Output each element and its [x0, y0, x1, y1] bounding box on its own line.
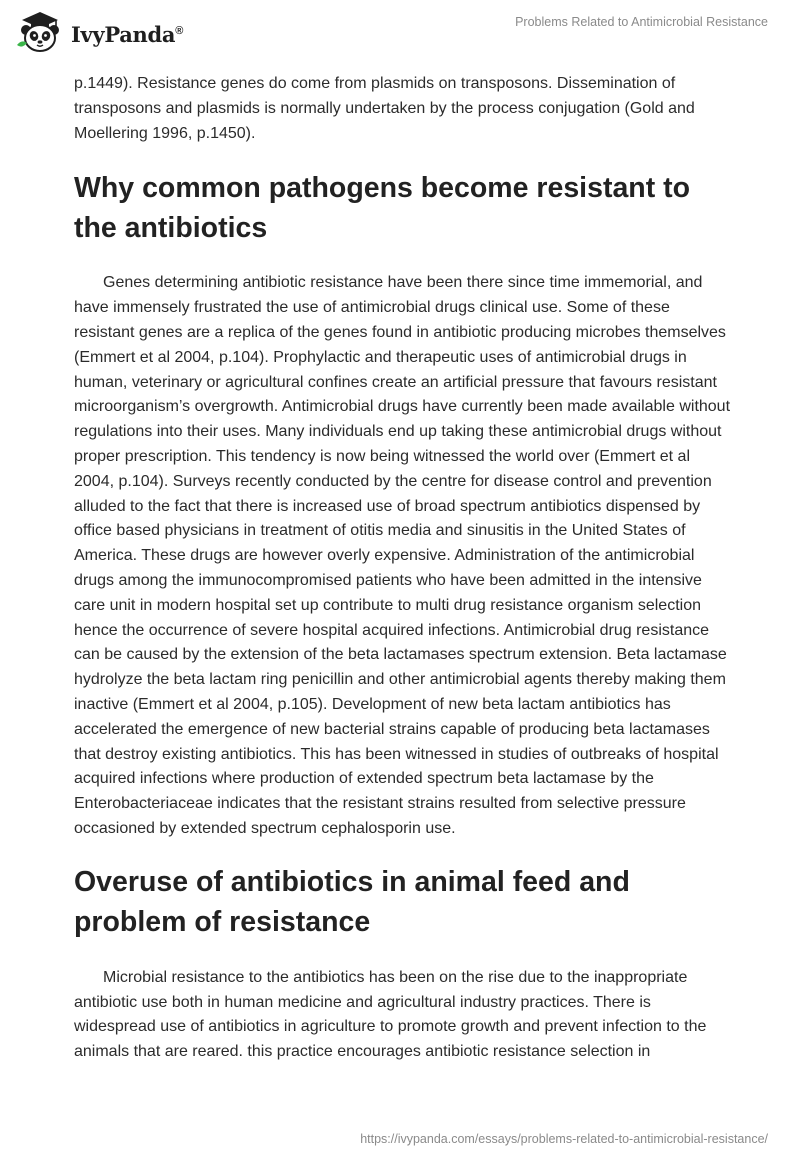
panda-icon: [14, 9, 66, 53]
section-heading-resistance: Why common pathogens become resistant to the antibiotics: [74, 172, 691, 245]
document-title: Problems Related to Antimicrobial Resistance: [515, 15, 768, 29]
section-paragraph-resistance: Genes determining antibiotic resistance have been there since time immemorial, and have immensely frustrated the use of antimicrobial drugs clinical use. Some of these resistant genes are a replica of the genes found in antibiotic producing microbes themselves (Emmert et al 2004, p.104). Prophylactic and therapeutic uses of antimicrobial drugs in human, veterinary or agricultural confines create an artificial pressure that favours resistant microorganism’s overgrowth. Antimicrobial drugs have currently been made available without regulations into their uses. Many individuals end up taking these antimicrobial drugs without proper prescription. This tendency is now being witnessed the world over (Emmert et al 2004, p.104). Surveys recently conducted by the centre for disease control and prevention alluded to the fact that there is increased use of broad spectrum antibiotics dispensed by office based physicians in treatment of otitis media and sinusitis in the United States of America. These drugs are however overly expensive. Administration of the antimicrobial drugs among the immunocompromised patients who have been admitted in the intensive care unit in modern hospital set up contribute to multi drug resistance organism selection hence the occurrence of severe hospital acquired infections. Antimicrobial drug resistance can be caused by the extension of the beta lactamases spectrum extension. Beta lactamase hydrolyze the beta lactam ring penicillin and other antimicrobial agents thereby making them inactive (Emmert et al 2004, p.105). Development of new beta lactam antibiotics has accelerated the emergence of new bacterial strains capable of producing beta lactamases that destroy existing antibiotics. This has been witnessed in studies of outbreaks of hospital acquired infections where production of extended spectrum beta lactamase by the Enterobacteriaceae indicates that the resistant strains resulted from selective pressure occasioned by extended spectrum cephalosporin use.: [74, 274, 731, 837]
page-header: [0, 0, 800, 70]
section-heading-animal-feed: Overuse of antibiotics in animal feed and problem of resistance: [74, 865, 630, 938]
intro-paragraph: p.1449). Resistance genes do come from plasmids on transposons. Dissemination of transposons and plasmids is normally undertaken by the process conjugation (Gold and Moellering 1996, p.1450).: [74, 75, 695, 142]
brand-logo[interactable]: [14, 9, 183, 53]
brand-name: IvyPanda®: [71, 21, 184, 47]
source-url[interactable]: https://ivypanda.com/essays/problems-related-to-antimicrobial-resistance/: [360, 1132, 768, 1146]
article-body: [74, 72, 734, 1065]
section-paragraph-animal-feed: Microbial resistance to the antibiotics has been on the rise due to the inappropriate antibiotic use both in human medicine and agricultural industry practices. There is widespread use of antibiotics in agriculture to promote growth and prevent infection to the animals that are reared. this practice encourages antibiotic resistance selection in: [74, 968, 707, 1061]
